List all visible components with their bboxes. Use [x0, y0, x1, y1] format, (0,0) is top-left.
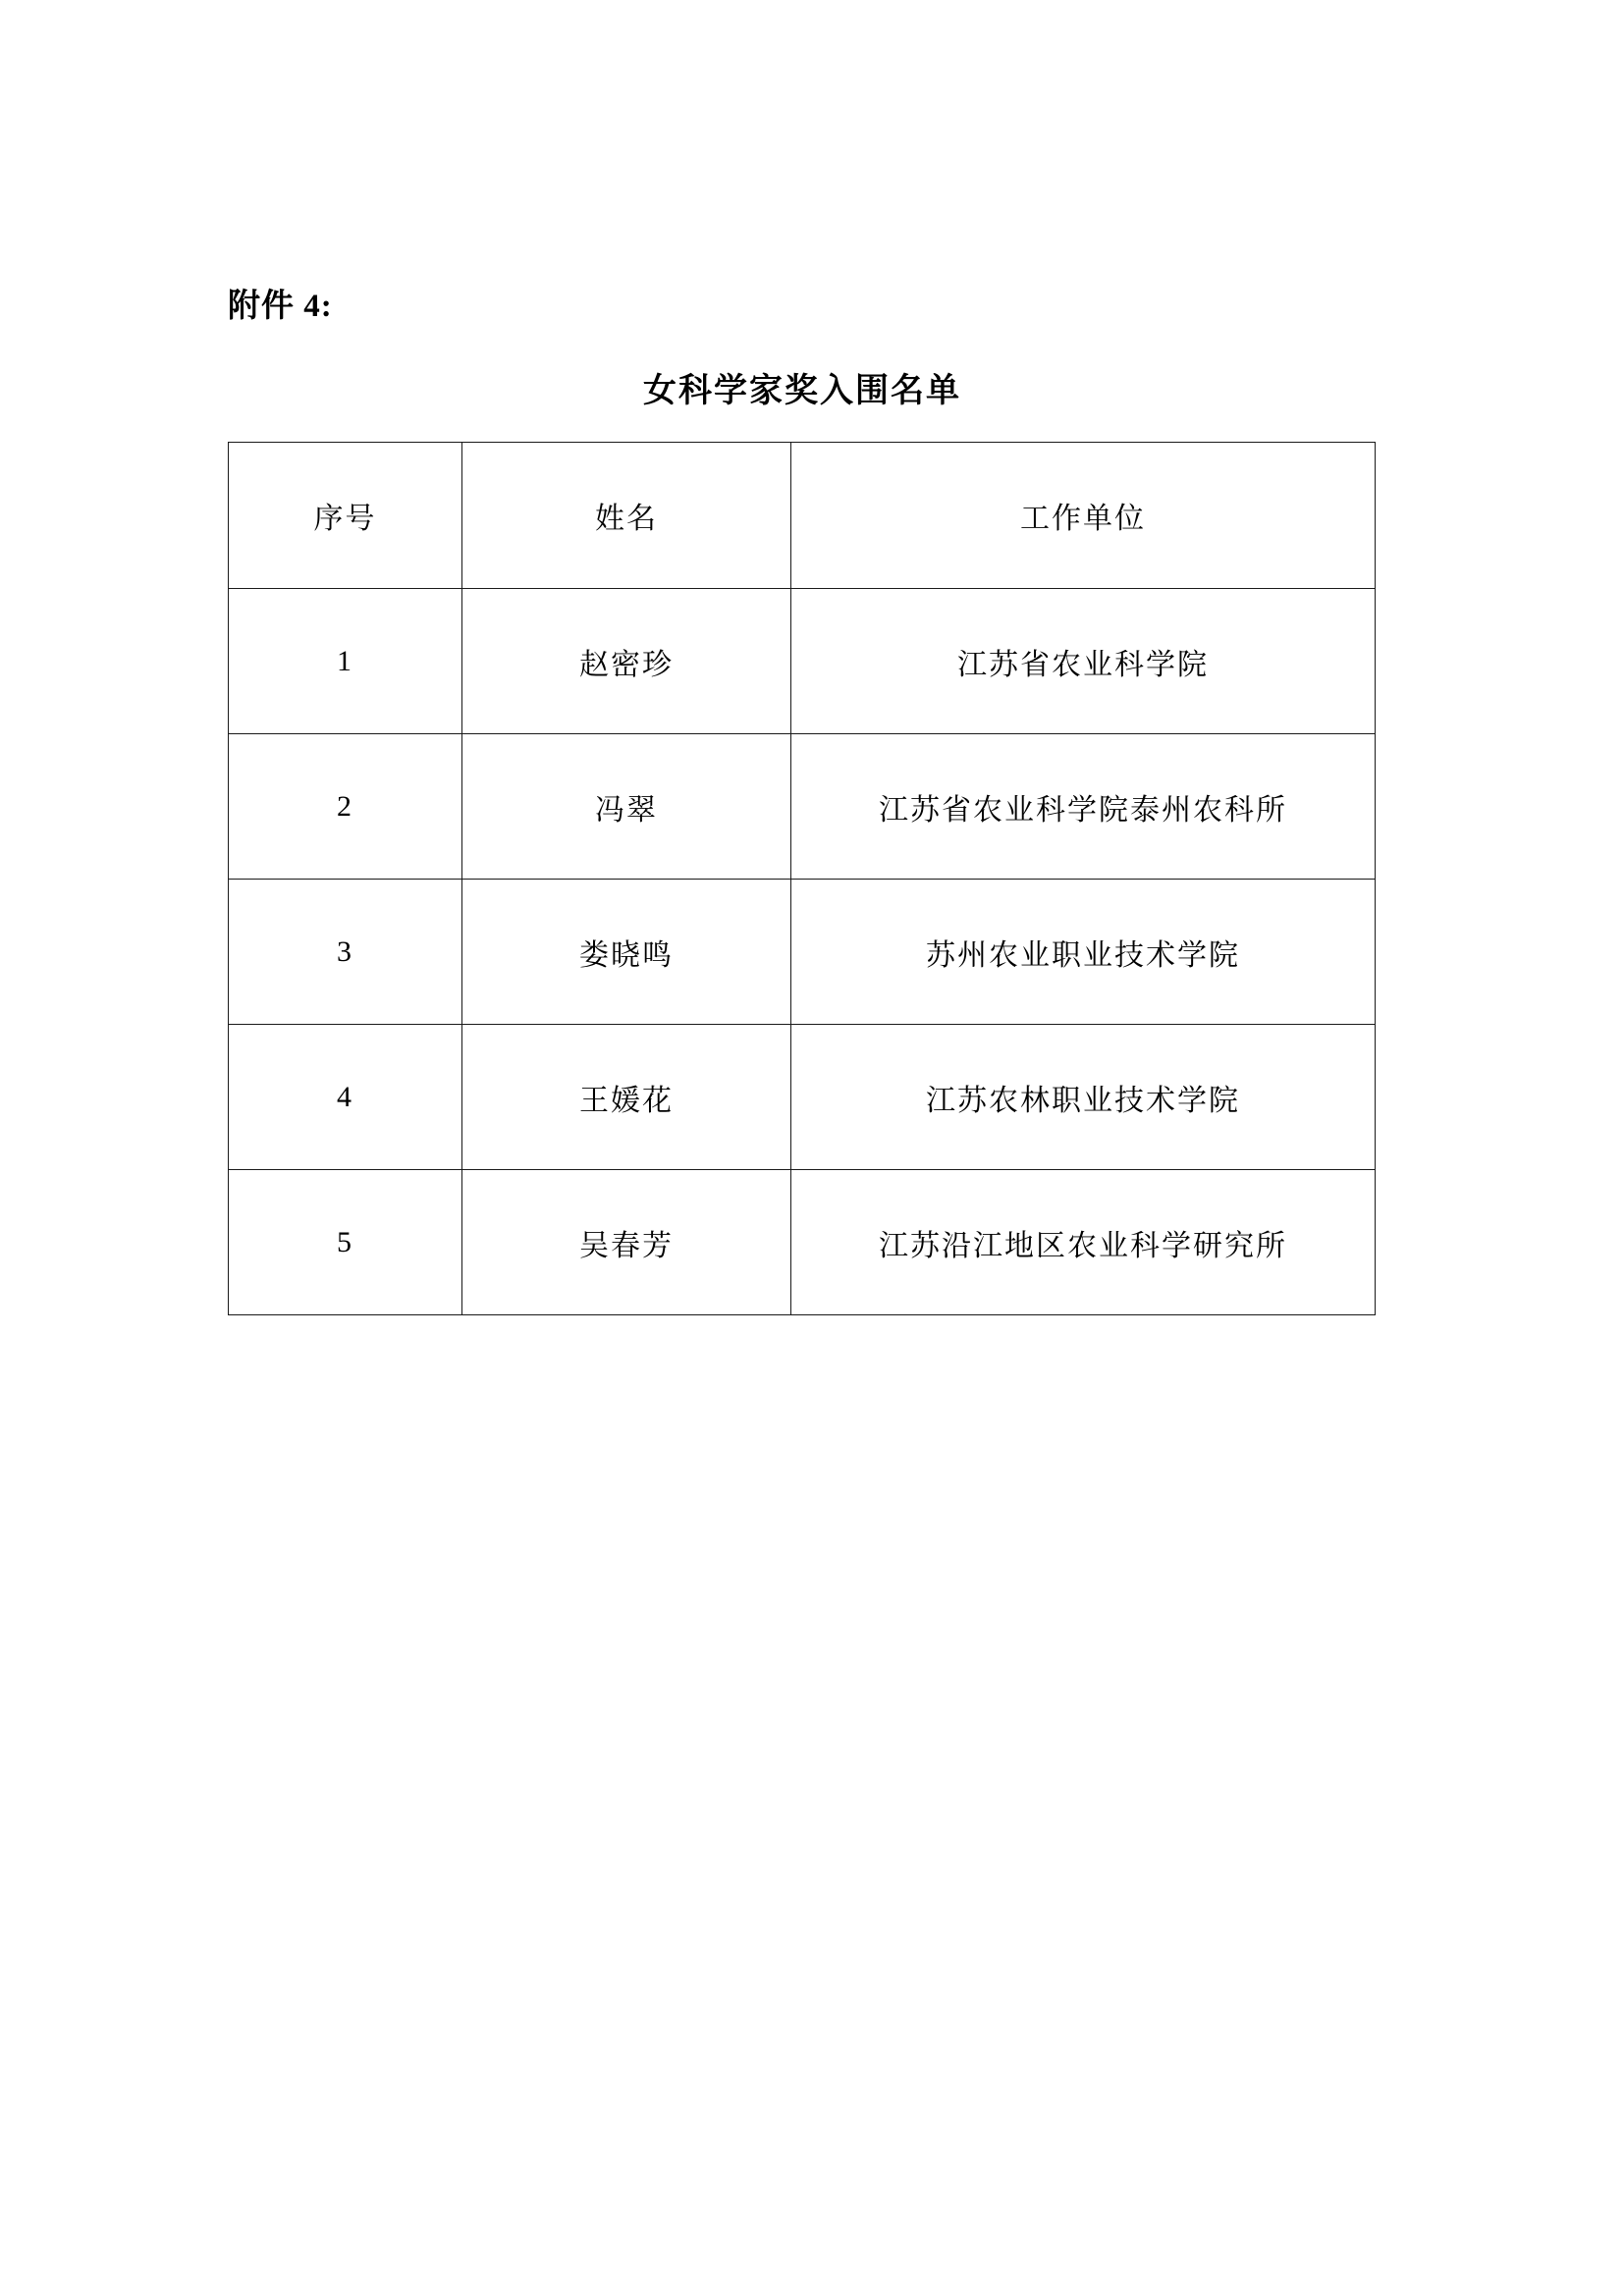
cell-org: 江苏省农业科学院: [791, 589, 1376, 734]
table-header-row: [229, 443, 1376, 589]
table-row: [229, 734, 1376, 880]
roster-table: [228, 442, 1376, 1315]
cell-index: 3: [229, 880, 462, 1025]
cell-index: 5: [229, 1170, 462, 1315]
attachment-label: 附件 4:: [228, 289, 333, 324]
table-row: [229, 880, 1376, 1025]
cell-index: 4: [229, 1025, 462, 1170]
cell-name: 王媛花: [462, 1025, 791, 1170]
table-row: [229, 589, 1376, 734]
column-header-index: 序号: [229, 443, 462, 589]
cell-org: 江苏沿江地区农业科学研究所: [791, 1170, 1376, 1315]
page-title: 女科学家奖入围名单: [643, 373, 961, 409]
cell-org: 江苏省农业科学院泰州农科所: [791, 734, 1376, 880]
cell-org: 江苏农林职业技术学院: [791, 1025, 1376, 1170]
cell-org: 苏州农业职业技术学院: [791, 880, 1376, 1025]
cell-name: 冯翠: [462, 734, 791, 880]
cell-index: 2: [229, 734, 462, 880]
cell-name: 吴春芳: [462, 1170, 791, 1315]
cell-index: 1: [229, 589, 462, 734]
column-header-org: 工作单位: [791, 443, 1376, 589]
table-row: [229, 1025, 1376, 1170]
table-row: [229, 1170, 1376, 1315]
cell-name: 娄晓鸣: [462, 880, 791, 1025]
cell-name: 赵密珍: [462, 589, 791, 734]
column-header-name: 姓名: [462, 443, 791, 589]
